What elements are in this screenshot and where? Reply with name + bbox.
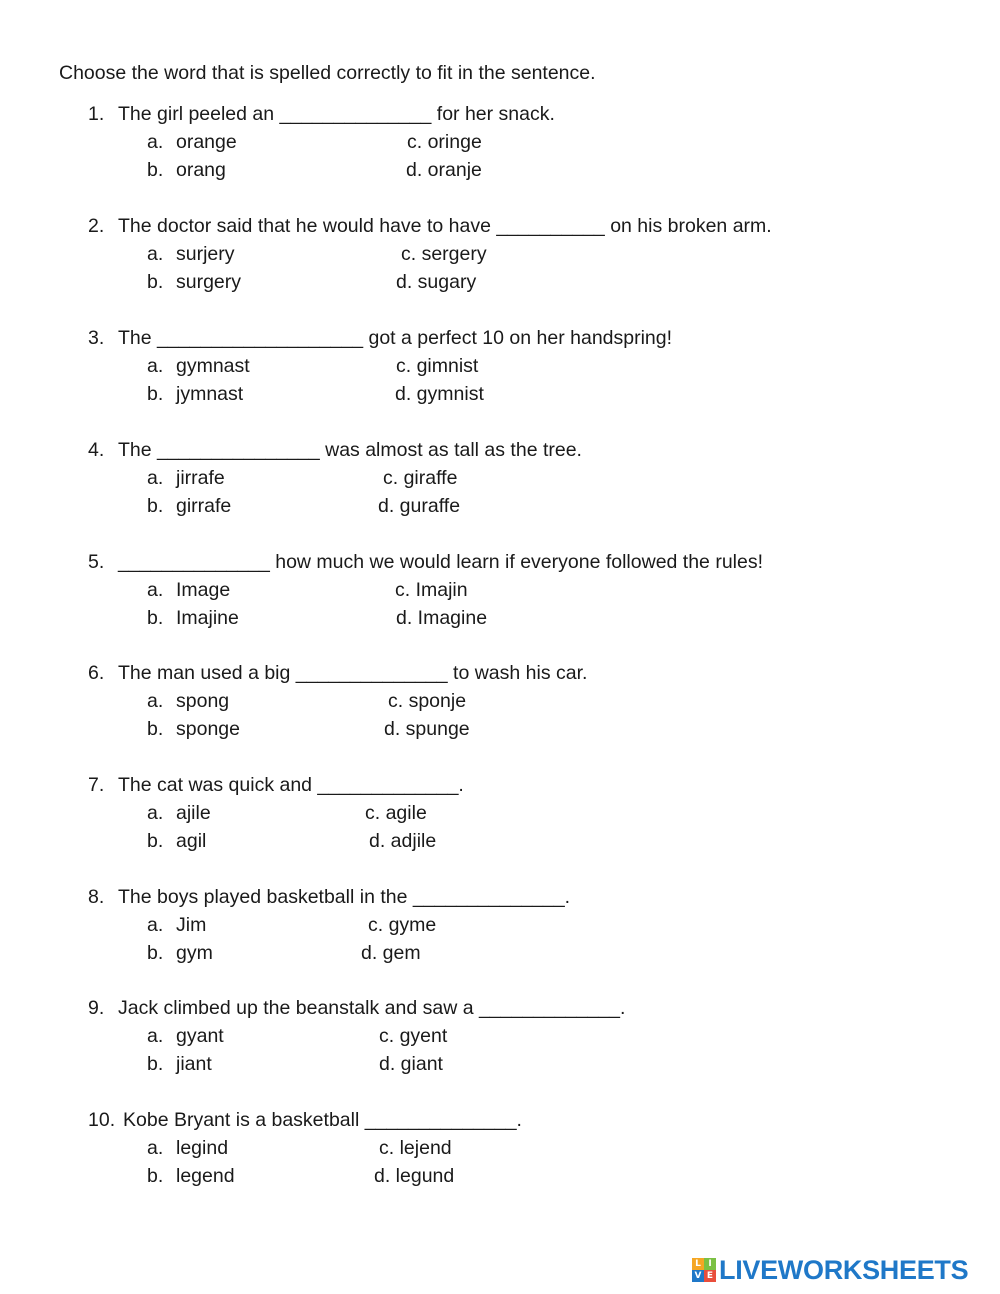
option-c[interactable]: c. giraffe [383, 467, 458, 489]
option-word: gym [176, 942, 213, 964]
logo-mark-cell: E [704, 1270, 716, 1282]
question-number: 5. [88, 551, 105, 573]
option-word: legind [176, 1137, 229, 1159]
question-text: The girl peeled an ______________ for her snack. [118, 103, 555, 125]
question-number: 6. [88, 662, 105, 684]
option-word: Imajine [176, 607, 239, 629]
question-number: 8. [88, 886, 105, 908]
option-c[interactable]: c. Imajin [395, 579, 468, 601]
question-text: Jack climbed up the beanstalk and saw a _____________. [118, 997, 626, 1019]
option-letter: a. [147, 243, 164, 265]
option-d[interactable]: d. gem [361, 942, 421, 964]
question-8 [0, 883, 1000, 967]
option-word: jymnast [176, 383, 244, 405]
option-letter: b. [147, 495, 164, 517]
instruction-text: Choose the word that is spelled correctly to fit in the sentence. [59, 62, 596, 84]
logo-mark-cell: L [692, 1258, 704, 1270]
option-letter: b. [147, 271, 164, 293]
option-c[interactable]: c. sergery [401, 243, 487, 265]
option-word: Jim [176, 914, 207, 936]
option-d[interactable]: d. guraffe [378, 495, 461, 517]
question-number: 10. [88, 1109, 116, 1131]
option-letter: a. [147, 1025, 164, 1047]
option-letter: b. [147, 942, 164, 964]
option-d[interactable]: d. sugary [396, 271, 477, 293]
option-word: jirrafe [176, 467, 225, 489]
option-letter: a. [147, 1137, 164, 1159]
option-word: ajile [176, 802, 211, 824]
option-d[interactable]: d. legund [374, 1165, 455, 1187]
question-number: 2. [88, 215, 105, 237]
option-c[interactable]: c. gyent [379, 1025, 448, 1047]
logo-mark-cell: I [704, 1258, 716, 1270]
option-d[interactable]: d. gymnist [395, 383, 484, 405]
option-c[interactable]: c. oringe [407, 131, 482, 153]
question-9 [0, 994, 1000, 1078]
question-3 [0, 324, 1000, 408]
option-d[interactable]: d. oranje [406, 159, 482, 181]
option-d[interactable]: d. Imagine [396, 607, 488, 629]
option-d[interactable]: d. spunge [384, 718, 470, 740]
option-word: agil [176, 830, 207, 852]
option-letter: a. [147, 802, 164, 824]
option-letter: a. [147, 914, 164, 936]
question-6 [0, 659, 1000, 743]
option-letter: a. [147, 690, 164, 712]
question-text: The cat was quick and _____________. [118, 774, 464, 796]
option-letter: b. [147, 830, 164, 852]
option-word: surgery [176, 271, 242, 293]
option-letter: a. [147, 131, 164, 153]
option-word: gyant [176, 1025, 224, 1047]
question-text: The doctor said that he would have to have __________ on his broken arm. [118, 215, 772, 237]
question-number: 9. [88, 997, 105, 1019]
question-text: Kobe Bryant is a basketball ______________. [123, 1109, 522, 1131]
logo-text: LIVEWORKSHEETS [719, 1255, 969, 1285]
option-word: orang [176, 159, 226, 181]
option-word: girrafe [176, 495, 232, 517]
question-5 [0, 548, 1000, 632]
option-word: legend [176, 1165, 235, 1187]
option-letter: b. [147, 607, 164, 629]
question-number: 3. [88, 327, 105, 349]
question-text: ______________ how much we would learn if everyone followed the rules! [118, 551, 764, 573]
option-letter: b. [147, 159, 164, 181]
logo-mark-icon [692, 1258, 716, 1282]
liveworksheets-logo [692, 1254, 968, 1286]
question-number: 7. [88, 774, 105, 796]
option-c[interactable]: c. lejend [379, 1137, 452, 1159]
option-c[interactable]: c. agile [365, 802, 427, 824]
option-letter: a. [147, 467, 164, 489]
option-letter: b. [147, 718, 164, 740]
option-letter: b. [147, 1165, 164, 1187]
option-letter: a. [147, 355, 164, 377]
option-letter: b. [147, 1053, 164, 1075]
question-7 [0, 771, 1000, 855]
question-2 [0, 212, 1000, 296]
option-word: surjery [176, 243, 235, 265]
option-word: jiant [176, 1053, 212, 1075]
question-1 [0, 100, 1000, 184]
question-number: 1. [88, 103, 105, 125]
option-word: spong [176, 690, 230, 712]
question-text: The man used a big ______________ to wash his car. [118, 662, 588, 684]
question-text: The boys played basketball in the ______________. [118, 886, 571, 908]
option-letter: a. [147, 579, 164, 601]
option-word: sponge [176, 718, 240, 740]
question-number: 4. [88, 439, 105, 461]
option-c[interactable]: c. sponje [388, 690, 467, 712]
question-text: The _______________ was almost as tall as the tree. [118, 439, 582, 461]
option-word: gymnast [176, 355, 250, 377]
question-text: The ___________________ got a perfect 10 on her handspring! [118, 327, 673, 349]
question-10 [0, 1106, 1000, 1190]
logo-mark-cell: V [692, 1270, 704, 1282]
question-4 [0, 436, 1000, 520]
option-word: orange [176, 131, 237, 153]
option-c[interactable]: c. gimnist [396, 355, 479, 377]
option-word: Image [176, 579, 231, 601]
option-d[interactable]: d. adjile [369, 830, 437, 852]
option-letter: b. [147, 383, 164, 405]
option-d[interactable]: d. giant [379, 1053, 443, 1075]
option-c[interactable]: c. gyme [368, 914, 437, 936]
